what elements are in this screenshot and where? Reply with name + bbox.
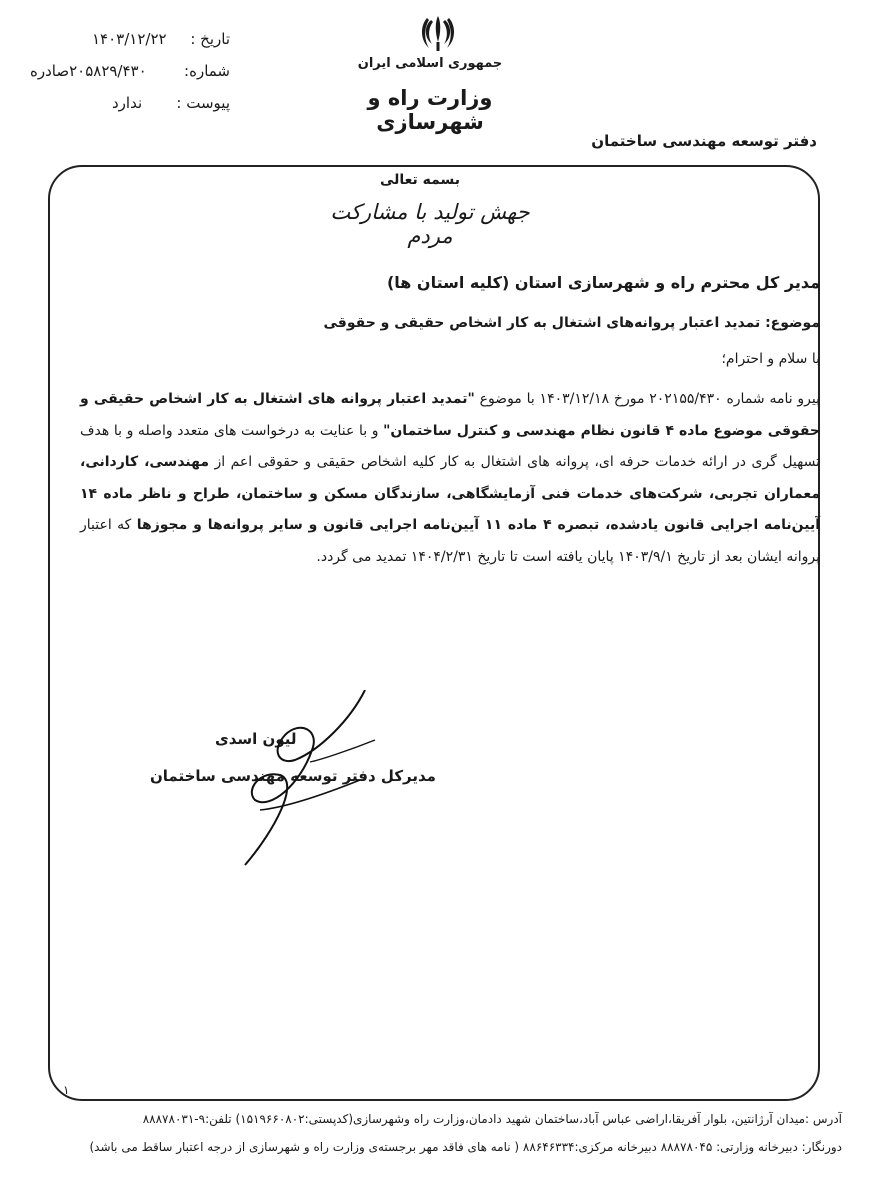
letter-frame [48,165,820,1101]
date-label: تاریخ : [190,30,230,48]
body-text-part1: پیرو نامه شماره ۲۰۲۱۵۵/۴۳۰ مورخ ۱۴۰۳/۱۲/۱۸ با موضوع [474,391,821,407]
number-row [30,62,230,82]
handwritten-signature [200,690,400,870]
signer-name: لیون اسدی [215,730,297,748]
basmala: بسمه تعالی [379,172,461,188]
body-text-part3: که اعتبار پروانه ایشان بعد از تاریخ ۱۴۰۳/۹/۱ پایان یافته است تا تاریخ ۱۴۰۴/۲/۳۱ تمدید می گردد. [80,517,820,565]
addressee: مدیر کل محترم راه و شهرسازی استان (کلیه استان ها) [386,273,820,292]
footer-address: آدرس :میدان آرژانتین، بلوار آفریقا،اراضی عباس آباد،ساختمان شهید دادمان،وزارت راه وشهرسازی(کدپستی:۱۵۱۹۶۶۰۸۰۲) تلفن:۹-۸۸۸۷۸۰۳۱ [142,1112,842,1126]
date-row [30,30,230,50]
greeting: با سلام و احترام؛ [721,351,820,367]
footer-fax: دورنگار: دبیرخانه وزارتی: ۸۸۸۷۸۰۴۵ دبیرخانه مرکزی:۸۸۶۴۶۳۳۴ ( نامه های فاقد مهر برجسته‌ی وزارت راه و شهرسازی از درجه اعتبار ساقط می باشد) [89,1140,842,1154]
attachment-value: ندارد [112,94,143,112]
signer-title: مدیرکل دفتر توسعه مهندسی ساختمان [150,767,436,785]
motto: جهش تولید با مشارکت مردم [330,200,530,248]
attachment-row [30,94,230,114]
number-value: ۲۰۵۸۲۹/۴۳۰صادره [30,62,147,80]
number-label: شماره: [184,62,230,80]
page-number: ۱ [63,1083,70,1097]
attachment-label: پیوست : [176,94,230,112]
body-bold-part1: "تمدید اعتبار پروانه های اشتغال به کار اشخاص حقیقی و حقوقی موضوع ماده ۴ قانون نظام مهندسی و کنترل ساختمان" [80,391,820,439]
office-title: دفتر توسعه مهندسی ساختمان [591,132,817,150]
letter-body [80,384,820,573]
subject-line: موضوع: تمدید اعتبار پروانه‌های اشتغال به کار اشخاص حقیقی و حقوقی [323,315,820,331]
body-bold-part2: مهندسی، کاردانی، معماران تجربی، شرکت‌های خدمات فنی آزمایشگاهی، سازندگان مسکن و ساختمان، طراح و ناظر ماده ۱۴ آیین‌نامه اجرایی قانون یادشده، تبصره ۴ ماده ۱۱ آیین‌نامه اجرایی قانون و سایر پروانه‌ها و مجوزها [80,454,821,533]
ministry-title: وزارت راه و شهرسازی [367,86,493,134]
body-text-part2: و با عنایت به درخواست های متعدد واصله و با هدف تسهیل گری در ارائه خدمات حرفه ای، پروانه های اشتغال به کار کلیه اشخاص حقیقی و حقوقی اعم از [80,422,820,470]
date-value: ۱۴۰۳/۱۲/۲۲ [92,30,167,48]
iran-emblem-icon [418,12,458,54]
republic-title: جمهوری اسلامی ایران [357,56,503,71]
